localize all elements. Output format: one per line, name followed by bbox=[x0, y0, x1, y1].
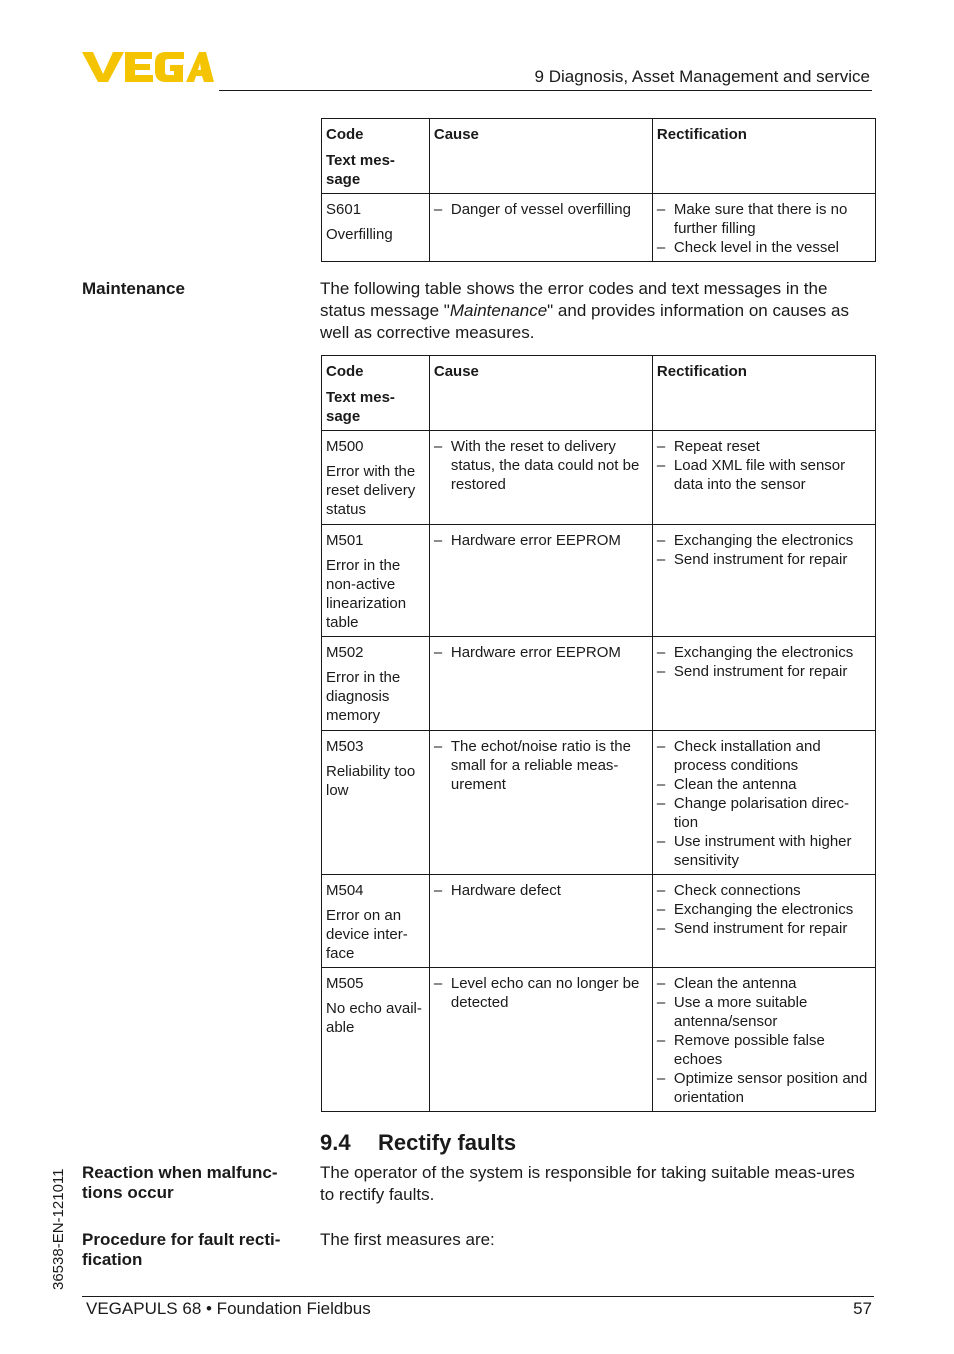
rectification-item: – Change polarisation direc-tion bbox=[657, 794, 871, 832]
footer-divider bbox=[82, 1296, 874, 1297]
cause-cell bbox=[429, 968, 652, 1112]
table-row bbox=[322, 194, 876, 262]
code-cell bbox=[322, 968, 430, 1112]
header-cause: Cause bbox=[429, 356, 652, 431]
cause-item: – Hardware defect bbox=[434, 881, 648, 900]
error-code: M503 bbox=[326, 738, 364, 755]
rectification-item: – Repeat reset bbox=[657, 437, 871, 456]
cause-item: – Hardware error EEPROM bbox=[434, 531, 648, 550]
rectification-cell bbox=[652, 968, 875, 1112]
rectification-cell bbox=[652, 875, 875, 968]
rectification-cell bbox=[652, 431, 875, 525]
table-row bbox=[322, 525, 876, 637]
maintenance-label: Maintenance bbox=[82, 279, 185, 298]
text-message: Error on an device inter-face bbox=[326, 907, 408, 962]
header-rectification: Rectification bbox=[652, 356, 875, 431]
rectification-item: – Check level in the vessel bbox=[657, 238, 871, 257]
cause-item: – Hardware error EEPROM bbox=[434, 643, 648, 662]
cause-cell bbox=[429, 637, 652, 731]
maintenance-intro: The following table shows the error codes and text messages in the status message "Maintenance" and provides information on causes as well as corrective measures. bbox=[320, 279, 849, 342]
text-message: No echo avail-able bbox=[326, 1000, 422, 1036]
cause-cell bbox=[429, 875, 652, 968]
cause-cell bbox=[429, 731, 652, 875]
rectification-item: – Exchanging the electronics bbox=[657, 531, 871, 550]
rectification-item: – Load XML file with sensor data into the sensor bbox=[657, 456, 871, 494]
status-name: Maintenance bbox=[449, 301, 548, 320]
rectification-cell bbox=[652, 637, 875, 731]
header-chapter-title: 9 Diagnosis, Asset Management and service bbox=[534, 67, 870, 86]
table-header-row bbox=[322, 356, 876, 431]
rectification-item: – Send instrument for repair bbox=[657, 550, 871, 569]
text-message: Overfilling bbox=[326, 226, 393, 243]
cause-item: – With the reset to delivery status, the data could not be restored bbox=[434, 437, 648, 494]
table-row bbox=[322, 431, 876, 525]
rectification-item: – Check connections bbox=[657, 881, 871, 900]
header-rectification: Rectification bbox=[652, 119, 875, 194]
code-cell bbox=[322, 525, 430, 637]
page-number: 57 bbox=[853, 1299, 872, 1318]
rectification-item: – Exchanging the electronics bbox=[657, 900, 871, 919]
error-code: M504 bbox=[326, 882, 364, 899]
section-title: Rectify faults bbox=[378, 1130, 517, 1155]
error-code: M505 bbox=[326, 975, 364, 992]
code-cell bbox=[322, 637, 430, 731]
reaction-text: The operator of the system is responsible for taking suitable meas-ures to rectify faults. bbox=[320, 1163, 855, 1204]
text-message: Error in the diagnosis memory bbox=[326, 669, 401, 724]
error-code: S601 bbox=[326, 201, 362, 218]
document-id: 36538-EN-121011 bbox=[50, 1168, 67, 1290]
text-message: Reliability too low bbox=[326, 763, 416, 799]
status-table-top bbox=[321, 118, 876, 262]
rectification-item: – Send instrument for repair bbox=[657, 662, 871, 681]
reaction-label: Reaction when malfunc-tions occur bbox=[82, 1163, 278, 1202]
rectification-cell bbox=[652, 194, 875, 262]
rectification-item: – Use a more suitable antenna/sensor bbox=[657, 993, 871, 1031]
cause-cell bbox=[429, 525, 652, 637]
cause-cell bbox=[429, 431, 652, 525]
code-cell bbox=[322, 875, 430, 968]
procedure-text: The first measures are: bbox=[320, 1230, 495, 1249]
section-heading bbox=[320, 1130, 516, 1156]
cause-item: – Danger of vessel overfilling bbox=[434, 200, 648, 219]
header-cause: Cause bbox=[429, 119, 652, 194]
header-divider bbox=[219, 90, 872, 91]
rectification-item: – Exchanging the electronics bbox=[657, 643, 871, 662]
cause-cell bbox=[429, 194, 652, 262]
table-row bbox=[322, 968, 876, 1112]
rectification-item: – Check installation and process conditions bbox=[657, 737, 871, 775]
vega-logo bbox=[82, 50, 214, 84]
table-row bbox=[322, 637, 876, 731]
text-message: Error with the reset delivery status bbox=[326, 463, 416, 518]
code-cell bbox=[322, 431, 430, 525]
rectification-cell bbox=[652, 731, 875, 875]
error-code: M501 bbox=[326, 532, 364, 549]
table-header-row bbox=[322, 119, 876, 194]
rectification-item: – Clean the antenna bbox=[657, 974, 871, 993]
rectification-item: – Optimize sensor position and orientation bbox=[657, 1069, 871, 1107]
rectification-item: – Remove possible false echoes bbox=[657, 1031, 871, 1069]
rectification-item: – Clean the antenna bbox=[657, 775, 871, 794]
code-cell bbox=[322, 731, 430, 875]
procedure-label: Procedure for fault recti-fication bbox=[82, 1230, 281, 1269]
table-row bbox=[322, 875, 876, 968]
maintenance-table bbox=[321, 355, 876, 1112]
rectification-item: – Use instrument with higher sensitivity bbox=[657, 832, 871, 870]
rectification-item: – Make sure that there is no further filling bbox=[657, 200, 871, 238]
rectification-cell bbox=[652, 525, 875, 637]
rectification-item: – Send instrument for repair bbox=[657, 919, 871, 938]
error-code: M500 bbox=[326, 438, 364, 455]
code-cell bbox=[322, 194, 430, 262]
footer-product-name: VEGAPULS 68 • Foundation Fieldbus bbox=[86, 1299, 371, 1318]
header-code: Code Text mes- sage bbox=[322, 119, 430, 194]
error-code: M502 bbox=[326, 644, 364, 661]
header-code: Code Text mes- sage bbox=[322, 356, 430, 431]
section-number: 9.4 bbox=[320, 1130, 351, 1155]
cause-item: – Level echo can no longer be detected bbox=[434, 974, 648, 1012]
table-row bbox=[322, 731, 876, 875]
cause-item: – The echot/noise ratio is the small for a reliable meas-urement bbox=[434, 737, 648, 794]
text-message: Error in the non-active linearization table bbox=[326, 557, 407, 631]
